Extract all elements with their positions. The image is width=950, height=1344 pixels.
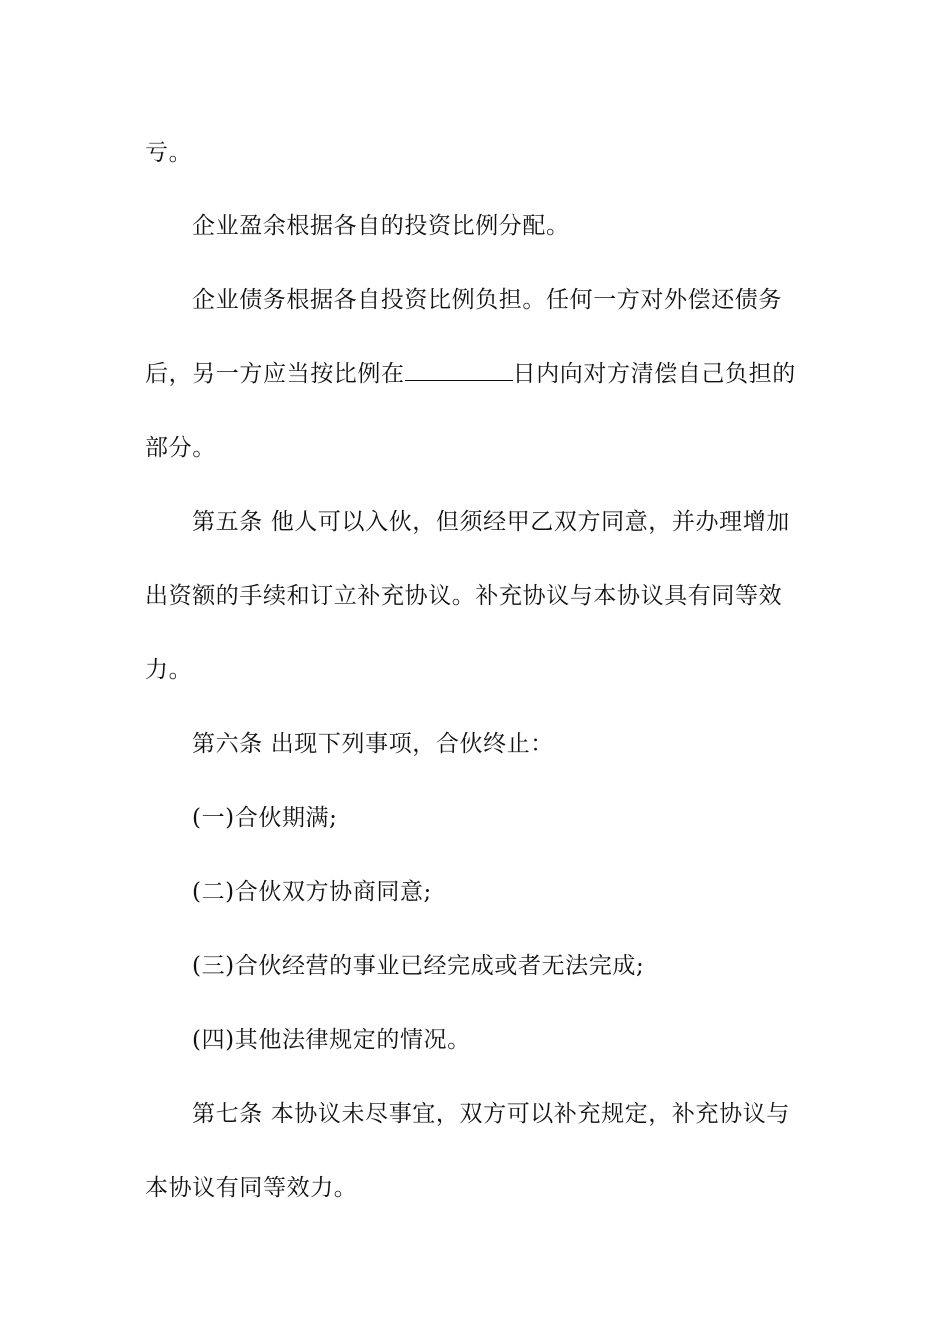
days-blank-field bbox=[405, 360, 513, 381]
article-seven-line-2: 本协议有同等效力。 bbox=[145, 1175, 358, 1201]
article-six-item-1: (一)合伙期满; bbox=[192, 805, 338, 831]
paragraph-debt-liability-line-1: 企业债务根据各自投资比例负担。任何一方对外偿还债务 bbox=[192, 287, 782, 313]
article-six-item-3: (三)合伙经营的事业已经完成或者无法完成; bbox=[192, 953, 645, 979]
text-line-1: 亏。 bbox=[145, 140, 193, 166]
paragraph-debt-liability-line-2 bbox=[145, 359, 815, 389]
paragraph-debt-liability-line-3: 部分。 bbox=[145, 435, 216, 461]
article-five-line-2: 出资额的手续和订立补充协议。补充协议与本协议具有同等效 bbox=[145, 583, 783, 609]
paragraph-profit-distribution: 企业盈余根据各自的投资比例分配。 bbox=[192, 213, 570, 239]
article-five-line-1: 第五条 他人可以入伙，但须经甲乙双方同意，并办理增加 bbox=[192, 509, 790, 535]
article-five-line-3: 力。 bbox=[145, 657, 193, 683]
article-six-item-4: (四)其他法律规定的情况。 bbox=[192, 1027, 471, 1053]
article-seven-line-1: 第七条 本协议未尽事宜，双方可以补充规定，补充协议与 bbox=[192, 1101, 790, 1127]
article-six-item-2: (二)合伙双方协商同意; bbox=[192, 879, 432, 905]
debt-text-before-blank: 后，另一方应当按比例在 bbox=[145, 361, 405, 387]
debt-text-after-blank: 日内向对方清偿自己负担的 bbox=[512, 361, 796, 387]
article-six-heading: 第六条 出现下列事项，合伙终止： bbox=[192, 731, 554, 757]
